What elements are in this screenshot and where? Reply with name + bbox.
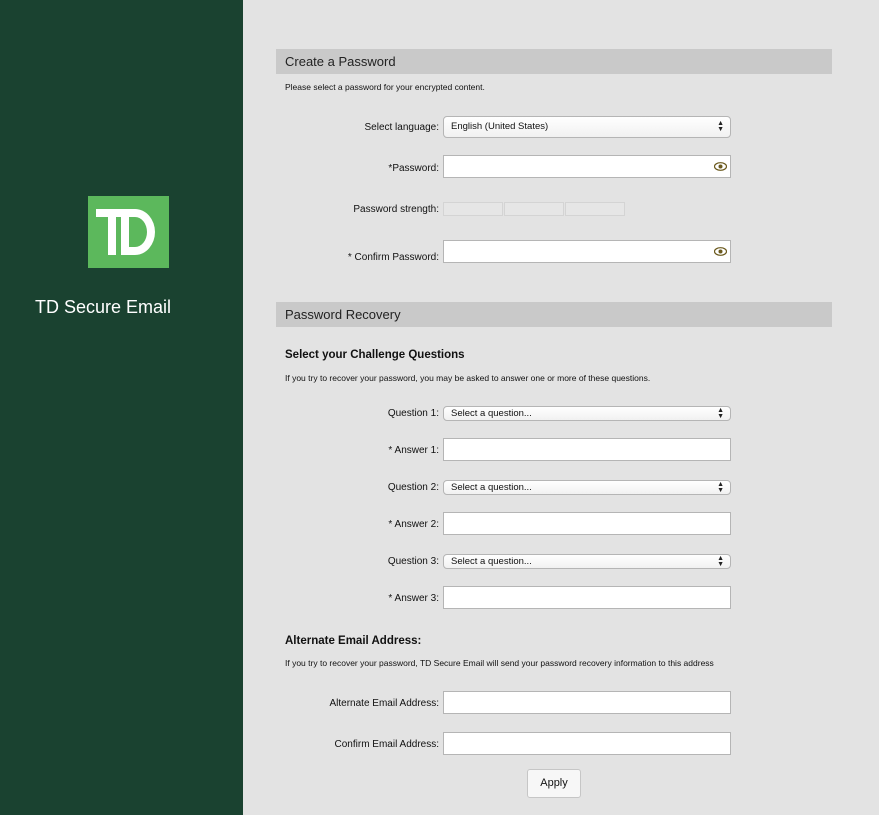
alternate-email-label: Alternate Email Address: bbox=[329, 698, 439, 709]
password-strength-meter bbox=[443, 202, 626, 216]
confirm-email-field[interactable] bbox=[443, 732, 731, 755]
question-2-value: Select a question... bbox=[451, 482, 532, 493]
answer-1-label: * Answer 1: bbox=[388, 445, 439, 456]
eye-icon[interactable] bbox=[714, 246, 727, 257]
alternate-email-heading: Alternate Email Address: bbox=[285, 635, 422, 647]
language-select[interactable] bbox=[443, 116, 731, 138]
question-1-value: Select a question... bbox=[451, 408, 532, 419]
language-label: Select language: bbox=[364, 122, 439, 133]
question-3-value: Select a question... bbox=[451, 556, 532, 567]
select-caret-icon: ▲ ▼ bbox=[717, 554, 724, 568]
confirm-password-label: * Confirm Password: bbox=[347, 252, 439, 263]
password-field[interactable] bbox=[443, 155, 731, 178]
answer-1-field[interactable] bbox=[443, 438, 731, 461]
challenge-heading: Select your Challenge Questions bbox=[285, 349, 465, 361]
strength-label: Password strength: bbox=[353, 204, 439, 215]
answer-2-field[interactable] bbox=[443, 512, 731, 535]
answer-2-label: * Answer 2: bbox=[388, 519, 439, 530]
question-3-select[interactable] bbox=[443, 554, 731, 569]
main-content bbox=[243, 0, 879, 815]
strength-segment bbox=[565, 202, 625, 216]
create-password-intro: Please select a password for your encrypted content. bbox=[285, 82, 485, 92]
language-value: English (United States) bbox=[451, 121, 549, 132]
sidebar bbox=[0, 0, 243, 815]
confirm-password-field[interactable] bbox=[443, 240, 731, 263]
strength-segment bbox=[443, 202, 503, 216]
question-1-label: Question 1: bbox=[387, 408, 439, 419]
td-logo bbox=[88, 196, 169, 268]
answer-3-label: * Answer 3: bbox=[388, 593, 439, 604]
strength-segment bbox=[504, 202, 564, 216]
question-1-select[interactable] bbox=[443, 406, 731, 421]
eye-icon[interactable] bbox=[714, 161, 727, 172]
alternate-email-field[interactable] bbox=[443, 691, 731, 714]
apply-button[interactable]: Apply bbox=[527, 769, 581, 798]
select-caret-icon: ▲ ▼ bbox=[717, 406, 724, 420]
confirm-email-label: Confirm Email Address: bbox=[334, 739, 439, 750]
question-3-label: Question 3: bbox=[387, 556, 439, 567]
challenge-intro: If you try to recover your password, you may be asked to answer one or more of these questions. bbox=[285, 373, 651, 383]
password-label: *Password: bbox=[388, 163, 439, 174]
brand-name: TD Secure Email bbox=[34, 297, 172, 317]
question-2-select[interactable] bbox=[443, 480, 731, 495]
alternate-email-intro: If you try to recover your password, TD Secure Email will send your password recovery information to this address bbox=[285, 658, 714, 668]
answer-3-field[interactable] bbox=[443, 586, 731, 609]
create-password-header: Create a Password bbox=[276, 49, 832, 74]
select-caret-icon: ▲ ▼ bbox=[717, 480, 724, 494]
select-caret-icon: ▲ ▼ bbox=[717, 120, 724, 133]
password-recovery-header: Password Recovery bbox=[276, 302, 832, 327]
question-2-label: Question 2: bbox=[387, 482, 439, 493]
